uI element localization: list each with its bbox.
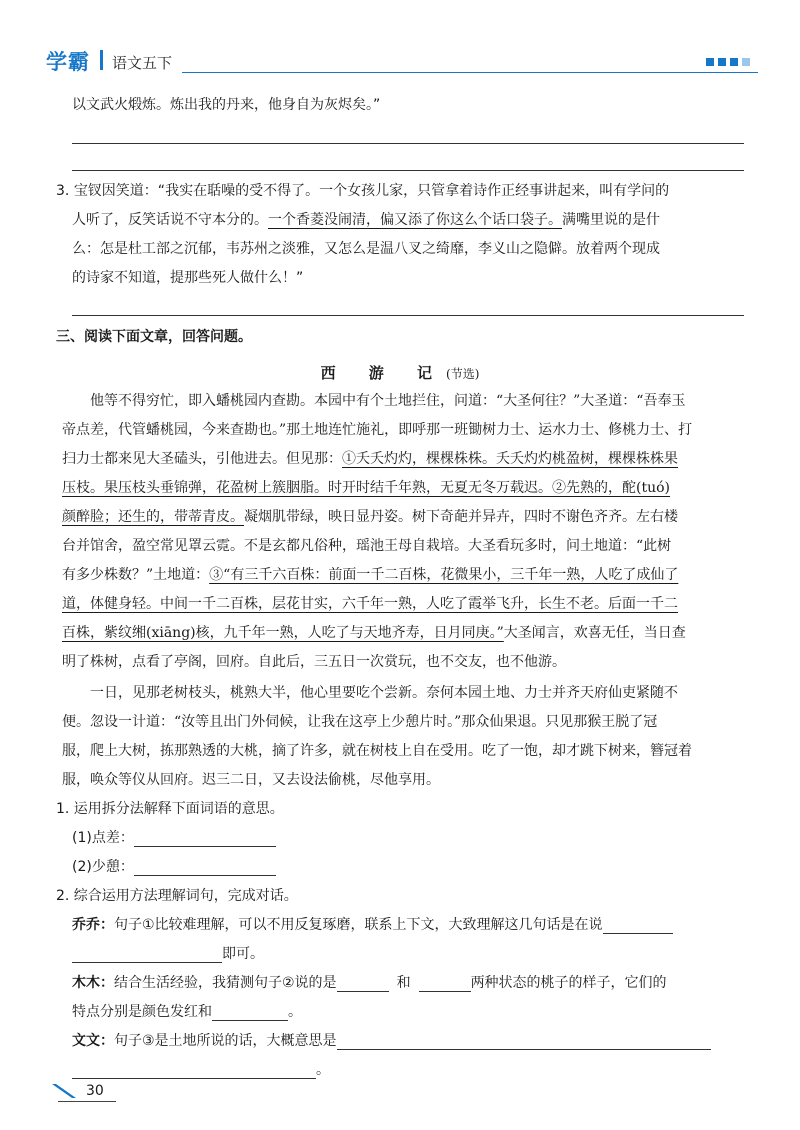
section-heading: 三、阅读下面文章，回答问题。 — [56, 329, 252, 345]
header-square-icon — [730, 58, 738, 66]
q3-line-4: 的诗家不知道，提那些死人做什么！” — [72, 270, 304, 286]
header-square-icon — [742, 58, 750, 66]
answer-blank[interactable] — [212, 1006, 288, 1021]
passage-line: 他等不得穷忙，即入蟠桃园内查勘。本园中有个土地拦住，问道：“大圣何往？”大圣道：“吾奉玉 — [90, 393, 686, 409]
underlined-sentence: 一个香菱没闹清，偏又添了你这么个话口袋子。 — [268, 212, 562, 228]
passage-line: 便。忽设一计道：“汝等且出门外伺候，让我在这亭上少憩片时。”那众仙果退。只见那猴王脱了冠 — [62, 714, 658, 730]
passage-line: 一日，见那老树枝头，桃熟大半，他心里要吃个尝新。奈何本园土地、力士并齐天府仙吏紧随不 — [90, 685, 678, 701]
passage-line: 百株，紫纹缃(xiāng)核，九千年一熟，人吃了与天地齐寿，日月同庚。”大圣闻言，欢喜无任，当日查 — [62, 625, 686, 641]
question-1: 1. 运用拆分法解释下面词语的意思。 — [56, 801, 284, 817]
answer-blank[interactable] — [134, 861, 276, 876]
page-number: 30 — [86, 1083, 104, 1099]
answer-blank[interactable] — [603, 919, 673, 934]
question-2: 2. 综合运用方法理解词句，完成对话。 — [56, 888, 298, 904]
answer-blank[interactable] — [72, 948, 222, 963]
dialog-mumu: 木木：结合生活经验，我猜测句子②说的是 和 两种状态的桃子的样子，它们的 — [72, 975, 667, 991]
q3-line-2: 人听了，反笑话说不守本分的。一个香菱没闹清，偏又添了你这么个话口袋子。满嘴里说的是什 — [72, 212, 660, 228]
q3-line-1: 3. 宝钗因笑道：“我实在聒噪的受不得了。一个女孩儿家，只管拿着诗作正经事讲起来，叫有学问的 — [56, 183, 670, 199]
dialog-wenwen-cont: 。 — [72, 1061, 330, 1079]
answer-blank[interactable] — [419, 977, 471, 992]
q3-line-3: 么：怎是杜工部之沉郁，韦苏州之淡雅，又怎么是温八叉之绮靡，李义山之隐僻。放着两个现成 — [72, 241, 660, 257]
header-square-icon — [706, 58, 714, 66]
page-header — [42, 44, 758, 82]
q2-tail-text: 以文武火煅炼。炼出我的丹来，他身自为灰烬矣。” — [72, 97, 381, 113]
passage-line: 台并馆舍，盈空常见罩云霓。不是玄都凡俗种，瑶池王母自栽培。大圣看玩多时，问土地道：“此树 — [62, 538, 672, 554]
answer-blank[interactable] — [337, 1035, 711, 1050]
footer-rule — [58, 1101, 116, 1102]
dialog-qiaoqiao-cont: 即可。 — [72, 945, 264, 963]
passage-line: 颜醉脸；还生的，带蒂青皮。凝烟肌带绿，映日显丹姿。树下奇葩并异卉，四时不谢色齐齐。左右楼 — [62, 509, 678, 525]
header-square-icon — [718, 58, 726, 66]
logo-divider — [100, 50, 103, 70]
dialog-wenwen: 文文：句子③是土地所说的话，大概意思是 — [72, 1032, 711, 1050]
answer-line — [72, 143, 744, 144]
question-1a: (1)点差： — [72, 829, 276, 847]
passage-line: 道，体健身轻。中间一千二百株，层花甘实，六千年一熟，人吃了霞举飞升，长生不老。后面一千二 — [62, 596, 678, 612]
passage-line: 服，唤众等仪从回府。迟三二日，又去设法偷桃，尽他享用。 — [62, 772, 440, 788]
dialog-qiaoqiao: 乔乔：句子①比较难理解，可以不用反复琢磨，联系上下文，大致理解这几句话是在说 — [72, 916, 673, 934]
passage-line: 帝点差，代管蟠桃园，今来查勘也。”那土地连忙施礼，即呼那一班锄树力士、运水力士、修桃力士、打 — [62, 422, 693, 438]
passage-line: 有多少株数？”土地道：③“有三千六百株：前面一千二百株，花微果小，三千年一熟，人吃了成仙了 — [62, 567, 679, 583]
subject-label: 语文五下 — [112, 54, 173, 72]
answer-blank[interactable] — [134, 832, 276, 847]
passage-line: 扫力士都来见大圣磕头，引他进去。但见那：①夭夭灼灼，棵棵株株。夭夭灼灼桃盈树，棵棵株株果 — [62, 451, 678, 467]
answer-line — [72, 315, 744, 316]
passage-line: 压枝。果压枝头垂锦弹，花盈树上簇胭脂。时开时结千年熟，无夏无冬万载迟。②先熟的，酡(tuó) — [62, 480, 670, 496]
header-rule — [182, 72, 758, 73]
passage-title: 西 游 记(节选) — [320, 364, 480, 382]
answer-line — [72, 170, 744, 171]
dialog-mumu-cont: 特点分别是颜色发红和 。 — [72, 1004, 302, 1020]
passage-line: 明了株树，点看了亭阁，回府。自此后，三五日一次赏玩，也不交友，也不他游。 — [62, 654, 566, 670]
question-1b: (2)少憩： — [72, 858, 276, 876]
passage-line: 服，爬上大树，拣那熟透的大桃，摘了许多，就在树枝上自在受用。吃了一饱，却才跳下树来，簪冠着 — [62, 743, 692, 759]
answer-blank[interactable] — [337, 977, 389, 992]
pencil-icon — [50, 1082, 78, 1100]
brand-logo: 学霸 — [46, 50, 90, 74]
answer-blank[interactable] — [72, 1064, 316, 1079]
